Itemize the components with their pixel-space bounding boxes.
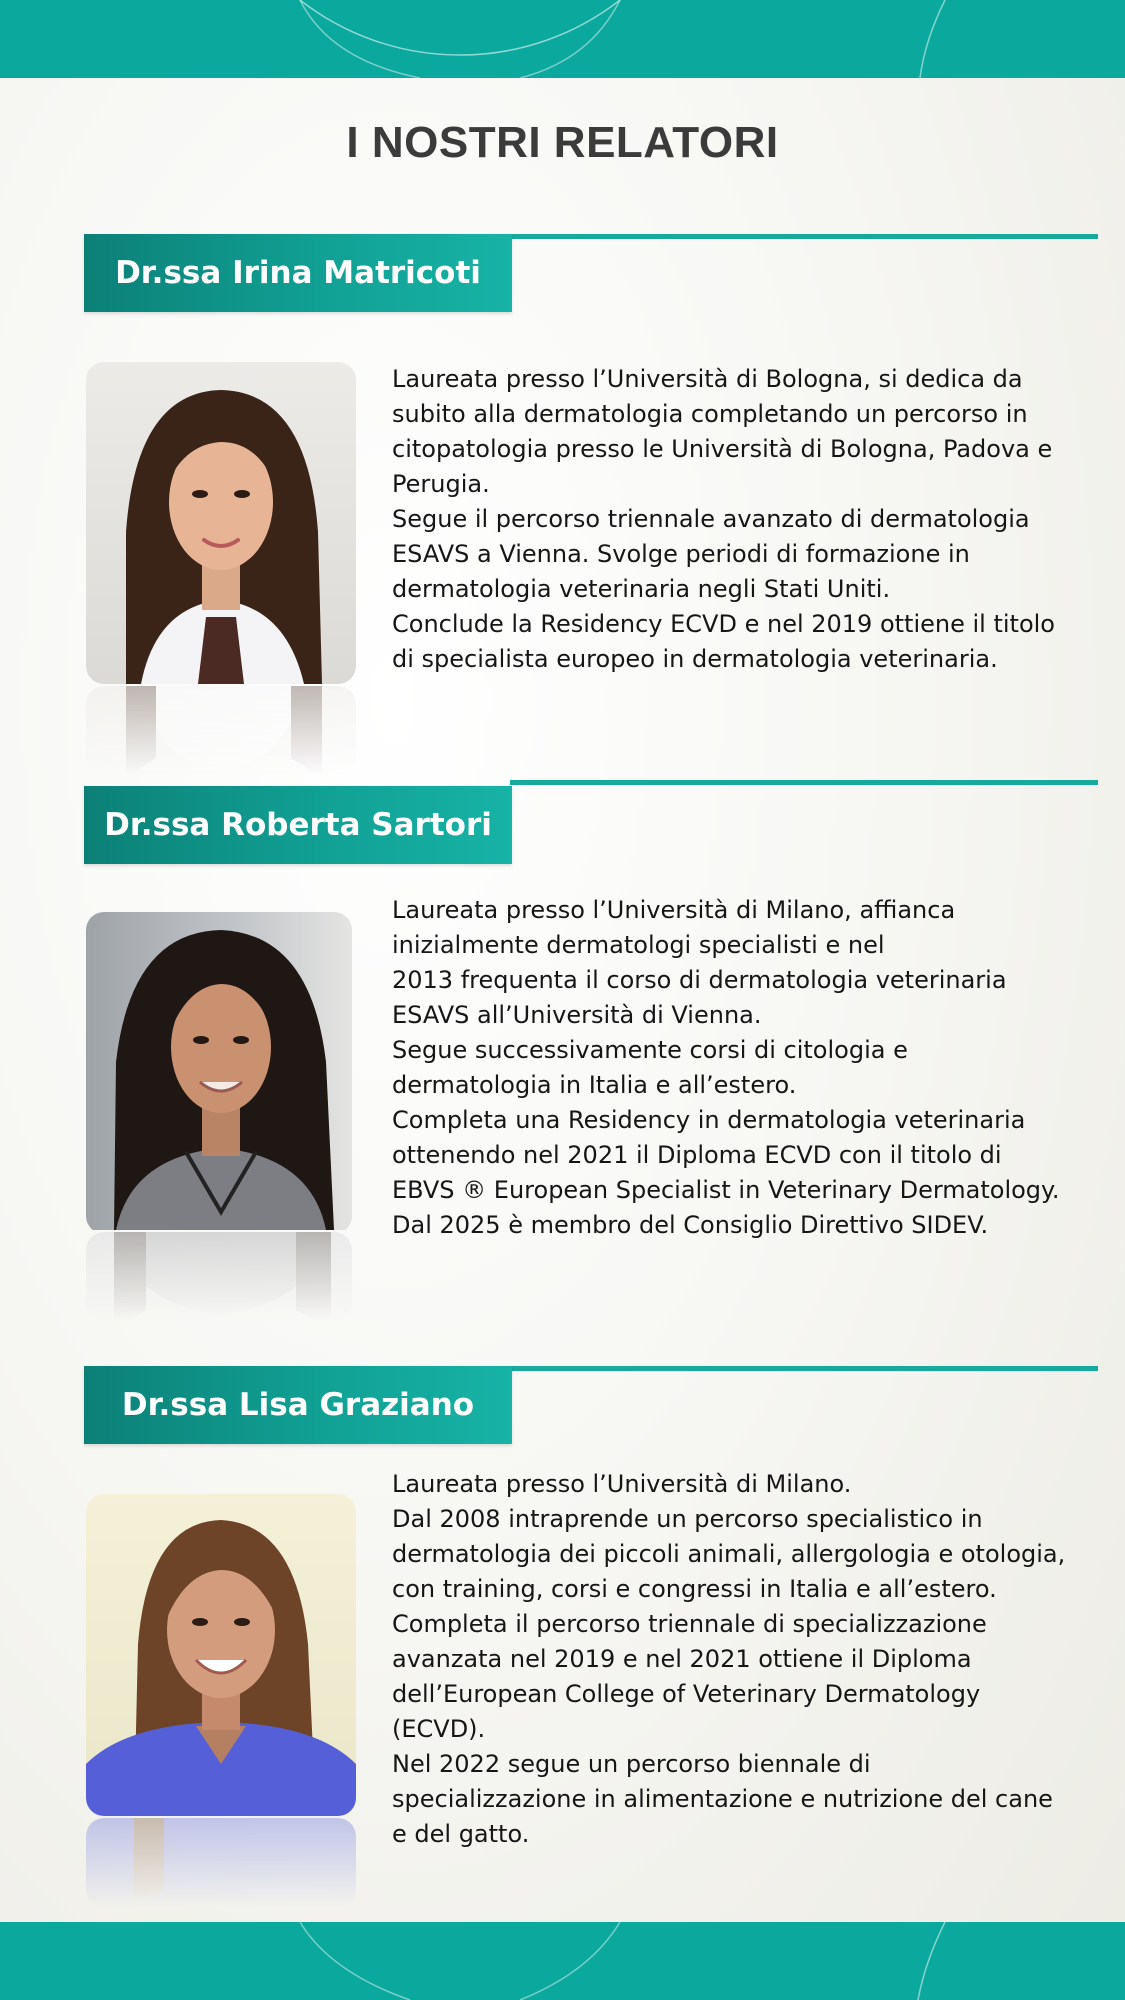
bio-line: Laureata presso l’Università di Milano. (392, 1470, 852, 1498)
page-title: I NOSTRI RELATORI (346, 118, 779, 167)
bio-line: ESAVS all’Università di Vienna. (392, 1001, 762, 1029)
speaker-name-banner: Dr.ssa Irina Matricoti (84, 234, 512, 312)
speaker-bio (392, 1467, 1102, 1852)
bio-line: Completa una Residency in dermatologia veterinaria (392, 1106, 1026, 1134)
section-divider-line (510, 234, 1098, 239)
bio-line: inizialmente dermatologi specialisti e nel (392, 931, 885, 959)
bio-line: dermatologia in Italia e all’estero. (392, 1071, 797, 1099)
bio-line: Segue successivamente corsi di citologia e (392, 1036, 908, 1064)
speaker-photo-reflection (86, 686, 356, 776)
bio-line: Completa il percorso triennale di specializzazione (392, 1610, 987, 1638)
speaker-photo (86, 362, 356, 684)
bio-line: con training, corsi e congressi in Italia e all’estero. (392, 1575, 997, 1603)
bio-line: e del gatto. (392, 1820, 530, 1848)
speaker-bio (392, 893, 1102, 1243)
section-divider-line (510, 780, 1098, 785)
bio-line: Conclude la Residency ECVD e nel 2019 ottiene il titolo (392, 610, 1055, 638)
bio-line: EBVS ® European Specialist in Veterinary Dermatology. (392, 1176, 1060, 1204)
bio-line: Laureata presso l’Università di Bologna, si dedica da (392, 365, 1023, 393)
bio-line: 2013 frequenta il corso di dermatologia veterinaria (392, 966, 1007, 994)
bio-line: dell’European College of Veterinary Dermatology (392, 1680, 981, 1708)
top-decorative-band (0, 0, 1125, 78)
bio-line: ottenendo nel 2021 il Diploma ECVD con il titolo di (392, 1141, 1002, 1169)
speaker-name-banner: Dr.ssa Lisa Graziano (84, 1366, 512, 1444)
bio-line: Segue il percorso triennale avanzato di dermatologia (392, 505, 1030, 533)
band-arcs-decoration (0, 1922, 1125, 2000)
speaker-bio (392, 362, 1102, 677)
bottom-decorative-band (0, 1922, 1125, 2000)
bio-line: avanzata nel 2019 e nel 2021 ottiene il Diploma (392, 1645, 972, 1673)
speaker-name-banner: Dr.ssa Roberta Sartori (84, 786, 512, 864)
bio-line: Laureata presso l’Università di Milano, affianca (392, 896, 956, 924)
bio-line: Dal 2008 intraprende un percorso specialistico in (392, 1505, 983, 1533)
bio-line: Perugia. (392, 470, 490, 498)
bio-line: Dal 2025 è membro del Consiglio Direttivo SIDEV. (392, 1211, 989, 1239)
bio-line: dermatologia veterinaria negli Stati Uniti. (392, 575, 891, 603)
bio-line: citopatologia presso le Università di Bologna, Padova e (392, 435, 1053, 463)
bio-line: dermatologia dei piccoli animali, allergologia e otologia, (392, 1540, 1066, 1568)
bio-line: Nel 2022 segue un percorso biennale di (392, 1750, 871, 1778)
bio-line: subito alla dermatologia completando un percorso in (392, 400, 1028, 428)
section-divider-line (510, 1366, 1098, 1371)
bio-line: specializzazione in alimentazione e nutrizione del cane (392, 1785, 1053, 1813)
speaker-photo-reflection (86, 1232, 352, 1322)
bio-line: di specialista europeo in dermatologia veterinaria. (392, 645, 998, 673)
bio-line: ESAVS a Vienna. Svolge periodi di formazione in (392, 540, 970, 568)
speaker-photo-reflection (86, 1818, 356, 1908)
bio-line: (ECVD). (392, 1715, 486, 1743)
speaker-photo (86, 912, 352, 1234)
band-arcs-decoration (0, 0, 1125, 78)
speaker-photo (86, 1494, 356, 1816)
